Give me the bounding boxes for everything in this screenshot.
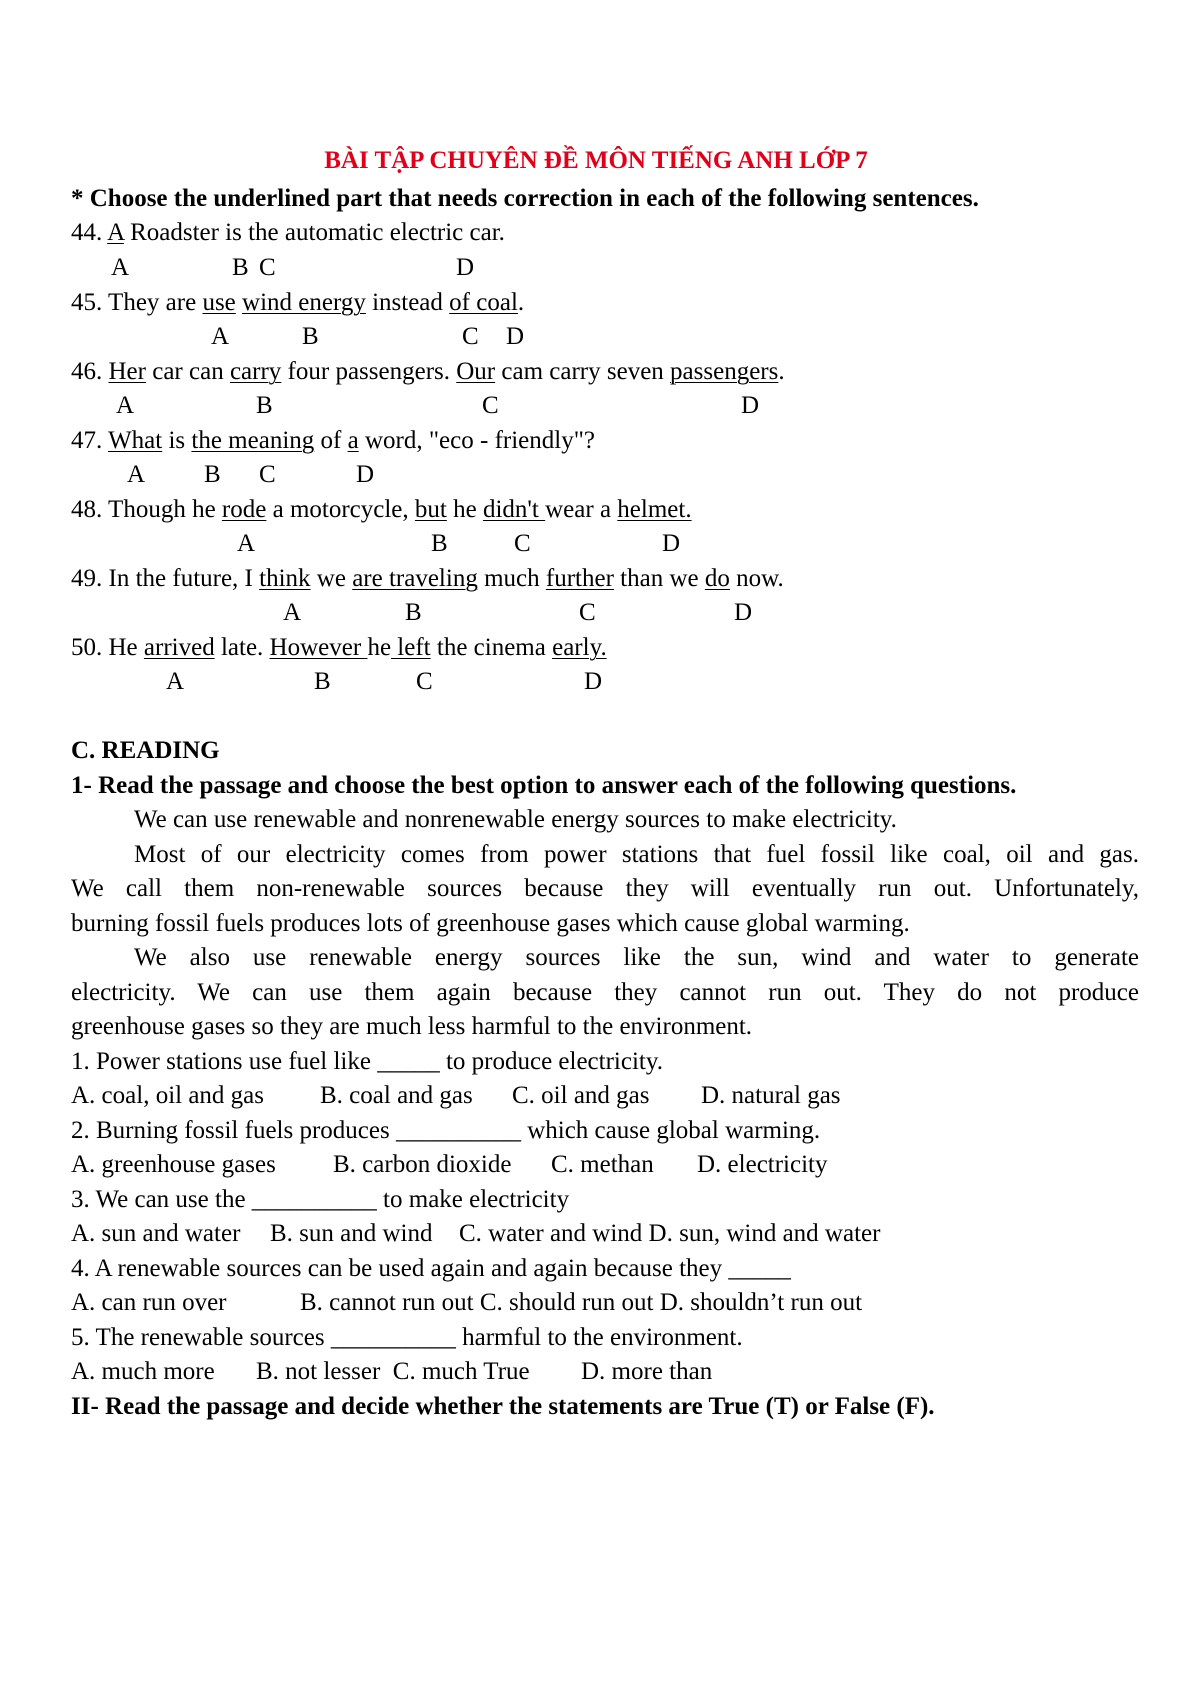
- q50-label-b: B: [314, 668, 331, 695]
- q49-text-1: 49. In the future, I: [71, 565, 260, 592]
- reading-part2-instruction: II- Read the passage and decide whether the statements are True (T) or False (F).: [71, 1393, 935, 1420]
- q48-part-a: rode: [221, 496, 267, 523]
- q47-label-b: B: [204, 461, 221, 488]
- q48-label-a: A: [237, 530, 256, 557]
- q47-text-4: word, "eco - friendly"?: [358, 427, 596, 454]
- q44-label-b: B: [232, 254, 249, 281]
- q49-part-d: do: [704, 565, 730, 592]
- q48-text-3: he: [446, 496, 483, 523]
- q50-text-1: 50. He: [71, 634, 144, 661]
- q2-option-a: A. greenhouse gases: [71, 1151, 276, 1178]
- q49-text-3: much: [477, 565, 546, 592]
- q3-option-a: A. sun and water: [71, 1220, 241, 1247]
- q50-text-2: late.: [214, 634, 270, 661]
- q48-label-c: C: [514, 530, 531, 557]
- q47-part-a: What: [108, 427, 163, 454]
- q46-label-b: B: [256, 392, 273, 419]
- reading-heading: C. READING: [71, 737, 220, 764]
- q48-label-b: B: [431, 530, 448, 557]
- page-title: BÀI TẬP CHUYÊN ĐỀ MÔN TIẾNG ANH LỚP 7: [324, 147, 868, 174]
- reading-question-1: 1. Power stations use fuel like _____ to produce electricity.: [71, 1048, 663, 1075]
- error-instruction: * Choose the underlined part that needs correction in each of the following sentences.: [71, 185, 979, 212]
- q45-text-3: instead: [365, 289, 450, 316]
- passage-p3-line-2: electricity. We can use them again because they cannot run out. They do not produce: [71, 979, 1139, 1006]
- q44-part-a: A: [107, 219, 124, 246]
- q44-number: 44.: [71, 219, 108, 246]
- q46-text-1: 46.: [71, 358, 109, 385]
- q45-label-a: A: [211, 323, 230, 350]
- q45-text-4: .: [517, 289, 525, 316]
- q48-label-d: D: [662, 530, 681, 557]
- reading-question-2: 2. Burning fossil fuels produces __________ which cause global warming.: [71, 1117, 821, 1144]
- q49-part-a: think: [259, 565, 311, 592]
- q50-label-d: D: [584, 668, 603, 695]
- question-45: [71, 288, 524, 318]
- q1-option-c: C. oil and gas: [512, 1082, 650, 1109]
- q46-text-2: car can: [145, 358, 230, 385]
- question-46: [71, 357, 785, 387]
- question-48: [71, 495, 692, 525]
- q46-part-d: passengers: [670, 358, 779, 385]
- passage-p3-line-1: We also use renewable energy sources like the sun, wind and water to generate: [134, 944, 1139, 971]
- q2-option-c: C. methan: [551, 1151, 654, 1178]
- q49-text-4: than we: [613, 565, 705, 592]
- q49-part-b: are traveling: [352, 565, 478, 592]
- q46-text-4: cam carry seven: [495, 358, 671, 385]
- q46-label-d: D: [741, 392, 760, 419]
- q48-part-c: didn't: [482, 496, 546, 523]
- q46-text-5: .: [778, 358, 785, 385]
- question-47: [71, 426, 595, 456]
- q47-label-c: C: [259, 461, 276, 488]
- q50-part-a: arrived: [143, 634, 215, 661]
- q45-part-c: of coal: [449, 289, 518, 316]
- q1-option-a: A. coal, oil and gas: [71, 1082, 265, 1109]
- passage-p2-line-3: burning fossil fuels produces lots of greenhouse gases which cause global warming.: [71, 910, 910, 937]
- passage-p2-line-1: Most of our electricity comes from power stations that fuel fossil like coal, oil and gas.: [134, 841, 1139, 868]
- q47-label-d: D: [356, 461, 375, 488]
- q46-label-a: A: [116, 392, 135, 419]
- question-50: [71, 633, 607, 663]
- question-44: [71, 218, 505, 248]
- reading-question-4: 4. A renewable sources can be used again and again because they _____: [71, 1255, 791, 1282]
- q48-text-1: 48. Though he: [71, 496, 222, 523]
- q5-option-a: A. much more: [71, 1358, 215, 1385]
- q48-text-4: wear a: [545, 496, 618, 523]
- q5-option-d: D. more than: [581, 1358, 713, 1385]
- reading-question-5: 5. The renewable sources __________ harmful to the environment.: [71, 1324, 743, 1351]
- q48-part-d: helmet.: [617, 496, 692, 523]
- q44-label-d: D: [456, 254, 475, 281]
- q45-label-b: B: [302, 323, 319, 350]
- q4-option-b-c-d: B. cannot run out C. should run out D. shouldn’t run out: [300, 1289, 863, 1316]
- q3-option-c-d: C. water and wind D. sun, wind and water: [459, 1220, 881, 1247]
- q46-label-c: C: [482, 392, 499, 419]
- q50-label-c: C: [416, 668, 433, 695]
- q46-part-c: Our: [456, 358, 496, 385]
- q47-label-a: A: [127, 461, 146, 488]
- q50-label-a: A: [166, 668, 185, 695]
- q47-part-c: a: [347, 427, 359, 454]
- q49-label-b: B: [405, 599, 422, 626]
- q47-part-b: the meaning: [191, 427, 315, 454]
- passage-p2-line-2: We call them non-renewable sources because they will eventually run out. Unfortunately,: [71, 875, 1139, 902]
- q49-label-c: C: [579, 599, 596, 626]
- q50-text-3: he: [367, 634, 392, 661]
- q45-part-b: wind energy: [242, 289, 366, 316]
- q47-text-3: of: [314, 427, 348, 454]
- q45-label-d: D: [506, 323, 525, 350]
- passage-paragraph-1: We can use renewable and nonrenewable energy sources to make electricity.: [134, 806, 897, 833]
- reading-part1-instruction: 1- Read the passage and choose the best option to answer each of the following questions.: [71, 772, 1017, 799]
- q48-text-2: a motorcycle,: [266, 496, 415, 523]
- q47-text-1: 47.: [71, 427, 109, 454]
- question-49: [71, 564, 784, 594]
- q49-text-5: now.: [729, 565, 784, 592]
- q1-option-d: D. natural gas: [701, 1082, 841, 1109]
- q44-label-a: A: [111, 254, 130, 281]
- q44-text: Roadster is the automatic electric car.: [123, 219, 505, 246]
- q4-option-a: A. can run over: [71, 1289, 227, 1316]
- reading-question-3: 3. We can use the __________ to make electricity: [71, 1186, 570, 1213]
- q45-label-c: C: [462, 323, 479, 350]
- q46-part-a: Her: [108, 358, 146, 385]
- q45-part-a: use: [202, 289, 236, 316]
- q49-label-a: A: [283, 599, 302, 626]
- q49-label-d: D: [734, 599, 753, 626]
- q46-part-b: carry: [229, 358, 282, 385]
- q47-text-2: is: [162, 427, 192, 454]
- q50-part-d: early.: [552, 634, 607, 661]
- q50-text-4: the cinema: [430, 634, 553, 661]
- q5-option-b-c: B. not lesser C. much True: [256, 1358, 530, 1385]
- q46-text-3: four passengers.: [281, 358, 457, 385]
- q1-option-b: B. coal and gas: [320, 1082, 473, 1109]
- q3-option-b: B. sun and wind: [270, 1220, 433, 1247]
- q45-text-1: 45. They are: [71, 289, 203, 316]
- q44-label-c: C: [259, 254, 276, 281]
- passage-p3-line-3: greenhouse gases so they are much less harmful to the environment.: [71, 1013, 753, 1040]
- q49-text-2: we: [310, 565, 353, 592]
- q50-part-b: However: [269, 634, 368, 661]
- q2-option-d: D. electricity: [697, 1151, 828, 1178]
- q50-part-c: left: [391, 634, 431, 661]
- q2-option-b: B. carbon dioxide: [333, 1151, 512, 1178]
- q48-part-b: but: [414, 496, 447, 523]
- q49-part-c: further: [545, 565, 614, 592]
